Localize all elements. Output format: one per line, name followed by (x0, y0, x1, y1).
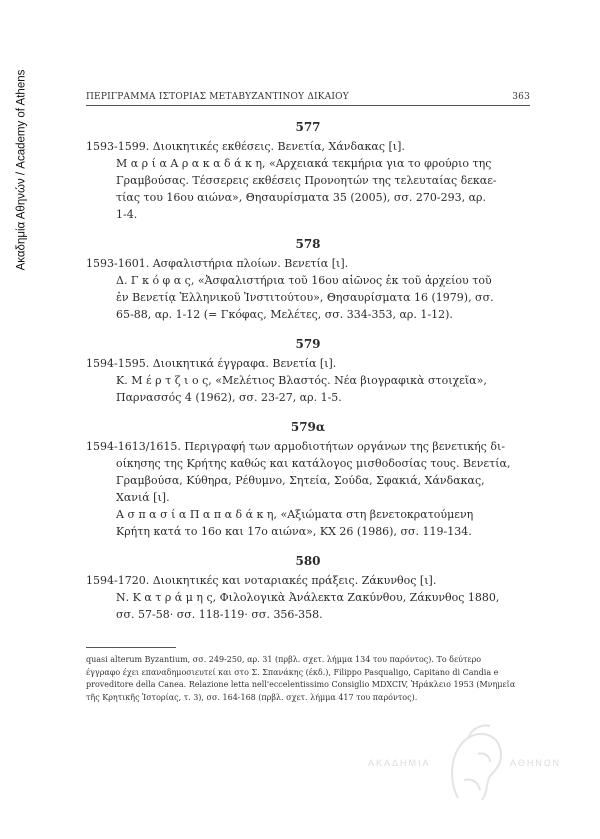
side-label-text: Ακαδημία Αθηνών / Academy of Athens (15, 69, 28, 271)
entry-line: Ν. Κ α τ ρ ά μ η ς, Φιλολογικὰ Ἀνάλεκτα Ζακύνθου, Ζάκυνθος 1880, (116, 591, 500, 604)
entry-line: Γραμβούσας. Τέσσερεις εκθέσεις Προνοητών της τελευταίας δεκαε- (116, 174, 497, 187)
entry-line: Δ. Γ κ ό φ α ς, «Ἀσφαλιστήρια τοῦ 16ου αἰῶνος ἐκ τοῦ ἀρχείου τοῦ (116, 274, 492, 287)
entry-line: 1593-1601. Ασφαλιστήρια πλοίων. Βενετία [ι]. (86, 257, 349, 270)
footnote-line: proveditore della Canea. Relazione letta nell'eccelentissimo Consiglio MDXCIV, Ἡράκλειο 1953 (Μνημεῖα (86, 680, 516, 689)
entry-number: 579 (295, 337, 321, 351)
entry-line: Α σ π α σ ί α Π α π α δ ά κ η, «Αξιώματα στη βενετοκρατούμενη (116, 508, 474, 521)
page (86, 92, 530, 704)
entry-line: Κρήτη κατά το 16ο και 17ο αιώνα», ΚΧ 26 (1986), σσ. 119-134. (116, 525, 472, 538)
entry-line: τίας του 16ου αιώνα», Θησαυρίσματα 35 (2005), σσ. 270-293, αρ. (116, 191, 487, 204)
entry-578 (86, 237, 530, 323)
running-head-title: ΠΕΡΙΓΡΑΜΜΑ ΙΣΤΟΡΙΑΣ ΜΕΤΑΒΥΖΑΝΤΙΝΟΥ ΔΙΚΑΙΟΥ (86, 92, 349, 102)
footnote-line: quasi alterum Byzantium, σσ. 249-250, αρ. 31 (πρβλ. σχετ. λήμμα 134 του παρόντος). Το δεύτερο (86, 655, 482, 664)
footnote-line: έγγραφο έχει επαναδημοσιευτεί και στο Σ. Σπανάκης (έκδ.), Filippo Pasqualigo, Capitano di Candia e (86, 667, 499, 677)
footnote-rule (86, 647, 176, 648)
entry-number: 578 (295, 237, 321, 251)
entry-line: 1593-1599. Διοικητικές εκθέσεις. Βενετία, Χάνδακας [ι]. (86, 140, 405, 153)
watermark-text-left: ΑΚΑΔΗΜΙΑ (368, 758, 431, 768)
entry-line: 65-88, αρ. 1-12 (= Γκόφας, Μελέτες, σσ. 334-353, αρ. 1-12). (116, 308, 453, 321)
entry-line: Μ α ρ ί α Α ρ α κ α δ ά κ η, «Αρχειακά τεκμήρια για το φρούριο της (116, 157, 492, 170)
footnote (86, 654, 530, 704)
entry-number: 577 (295, 120, 321, 134)
footnote-line: τῆς Κρητικῆς Ἱστορίας, τ. 3), σσ. 164-168 (πρβλ. σχετ. λήμμα 417 του παρόντος). (86, 692, 418, 702)
athena-head-icon (438, 720, 508, 810)
entry-line: 1-4. (116, 208, 138, 221)
page-number: 363 (512, 92, 530, 102)
entry-580 (86, 554, 530, 623)
entry-579a (86, 420, 530, 540)
entry-line: οίκησης της Κρήτης καθώς και κατάλογος μισθοδοσίας τους. Βενετία, (116, 457, 511, 470)
entry-number: 579α (290, 420, 326, 434)
entry-line: Παρνασσός 4 (1962), σσ. 23-27, αρ. 1-5. (116, 391, 342, 404)
entry-579 (86, 337, 530, 406)
entry-line: σσ. 57-58· σσ. 118-119· σσ. 356-358. (116, 608, 323, 621)
entry-line: Κ. Μ έ ρ τ ζ ι ο ς, «Μελέτιος Βλαστός. Νέα βιογραφικὰ στοιχεῖα», (116, 374, 487, 387)
watermark-text-right: ΑΘΗΝΩΝ (510, 758, 562, 768)
entry-line: 1594-1595. Διοικητικά έγγραφα. Βενετία [ι]. (86, 357, 337, 370)
entry-line: 1594-1720. Διοικητικές και νοταριακές πράξεις. Ζάκυνθος [ι]. (86, 574, 437, 587)
academy-watermark (360, 720, 580, 810)
entry-number: 580 (295, 554, 321, 568)
entry-577 (86, 120, 530, 223)
entry-line: ἐν Βενετίᾳ Ἑλληνικοῦ Ἰνστιτούτου», Θησαυρίσματα 16 (1979), σσ. (116, 291, 494, 304)
running-head (86, 92, 530, 106)
entry-line: Γραμβούσα, Κύθηρα, Ρέθυμνο, Σητεία, Σούδα, Σφακιά, Χάνδακας, (116, 474, 485, 487)
entry-line: Χανιά [ι]. (116, 491, 170, 504)
entry-line: 1594-1613/1615. Περιγραφή των αρμοδιοτήτων οργάνων της βενετικής δι- (86, 440, 505, 453)
side-label (10, 40, 32, 300)
